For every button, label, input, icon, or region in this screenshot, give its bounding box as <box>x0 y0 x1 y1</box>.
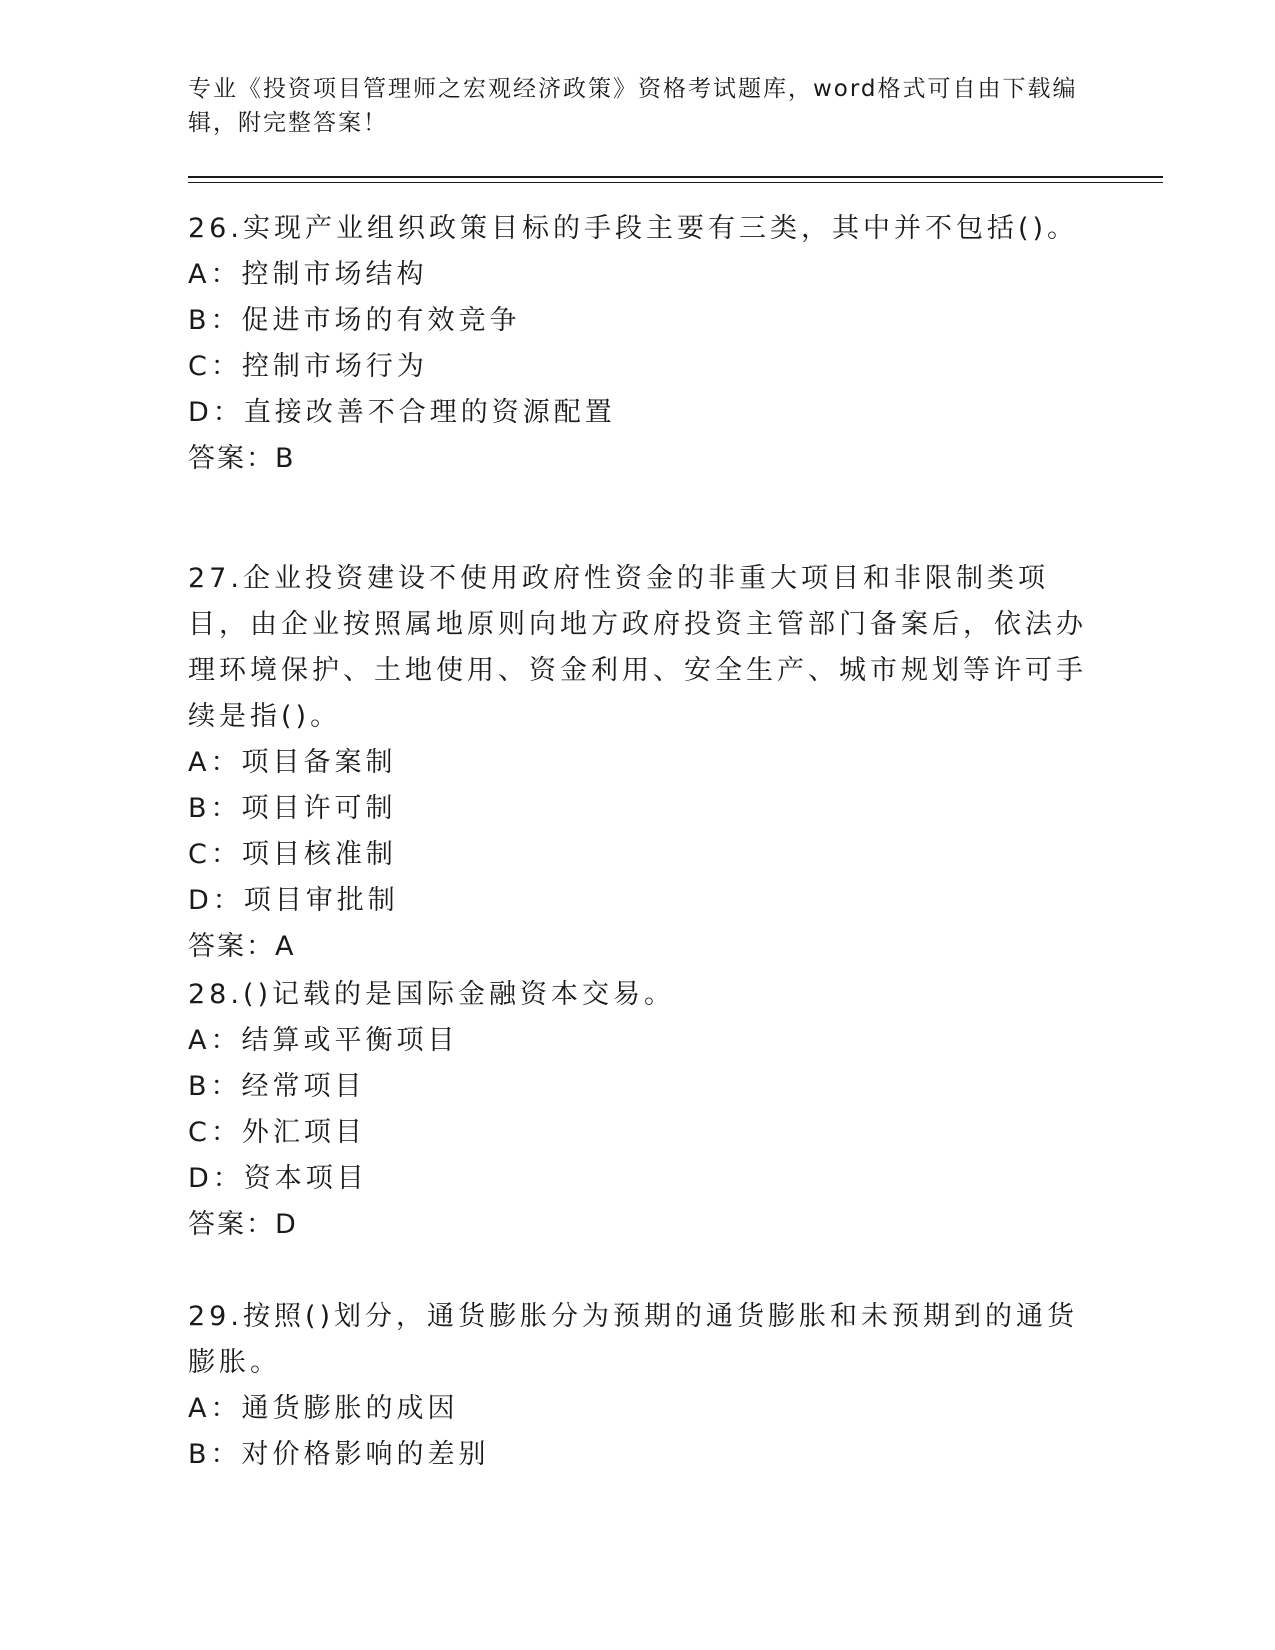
question-stem: 29.按照()划分，通货膨胀分为预期的通货膨胀和未预期到的通货膨胀。 <box>188 1301 1079 1378</box>
question-stem: 26.实现产业组织政策目标的手段主要有三类，其中并不包括()。 <box>188 213 1079 244</box>
answer-line: 答案：D <box>188 1209 298 1240</box>
option-a: A：通货膨胀的成因 <box>188 1393 459 1424</box>
answer-line: 答案：A <box>188 931 296 962</box>
option-d: D：资本项目 <box>188 1163 368 1194</box>
document-header: 专业《投资项目管理师之宏观经济政策》资格考试题库，word格式可自由下载编辑，附完整答案！ <box>188 76 1078 136</box>
option-b: B：项目许可制 <box>188 793 397 824</box>
option-b: B：促进市场的有效竞争 <box>188 305 521 336</box>
question-28 <box>188 972 1088 1248</box>
option-c: C：外汇项目 <box>188 1117 366 1148</box>
option-b: B：经常项目 <box>188 1071 366 1102</box>
option-d: D：项目审批制 <box>188 885 399 916</box>
option-a: A：项目备案制 <box>188 747 397 778</box>
answer-line: 答案：B <box>188 443 296 474</box>
option-c: C：项目核准制 <box>188 839 397 870</box>
option-a: A：结算或平衡项目 <box>188 1025 459 1056</box>
question-stem: 28.()记载的是国际金融资本交易。 <box>188 979 676 1010</box>
option-a: A：控制市场结构 <box>188 259 428 290</box>
header-divider-thin <box>188 182 1163 183</box>
question-stem: 27.企业投资建设不使用政府性资金的非重大项目和非限制类项目，由企业按照属地原则向地方政府投资主管部门备案后，依法办理环境保护、土地使用、资金利用、安全生产、城市规划等许可手续是指()。 <box>188 563 1087 732</box>
option-b: B：对价格影响的差别 <box>188 1439 490 1470</box>
option-d: D：直接改善不合理的资源配置 <box>188 397 616 428</box>
question-29 <box>188 1294 1088 1478</box>
question-26 <box>188 206 1088 482</box>
header-divider-thick <box>188 176 1163 178</box>
question-27 <box>188 556 1088 970</box>
option-c: C：控制市场行为 <box>188 351 428 382</box>
